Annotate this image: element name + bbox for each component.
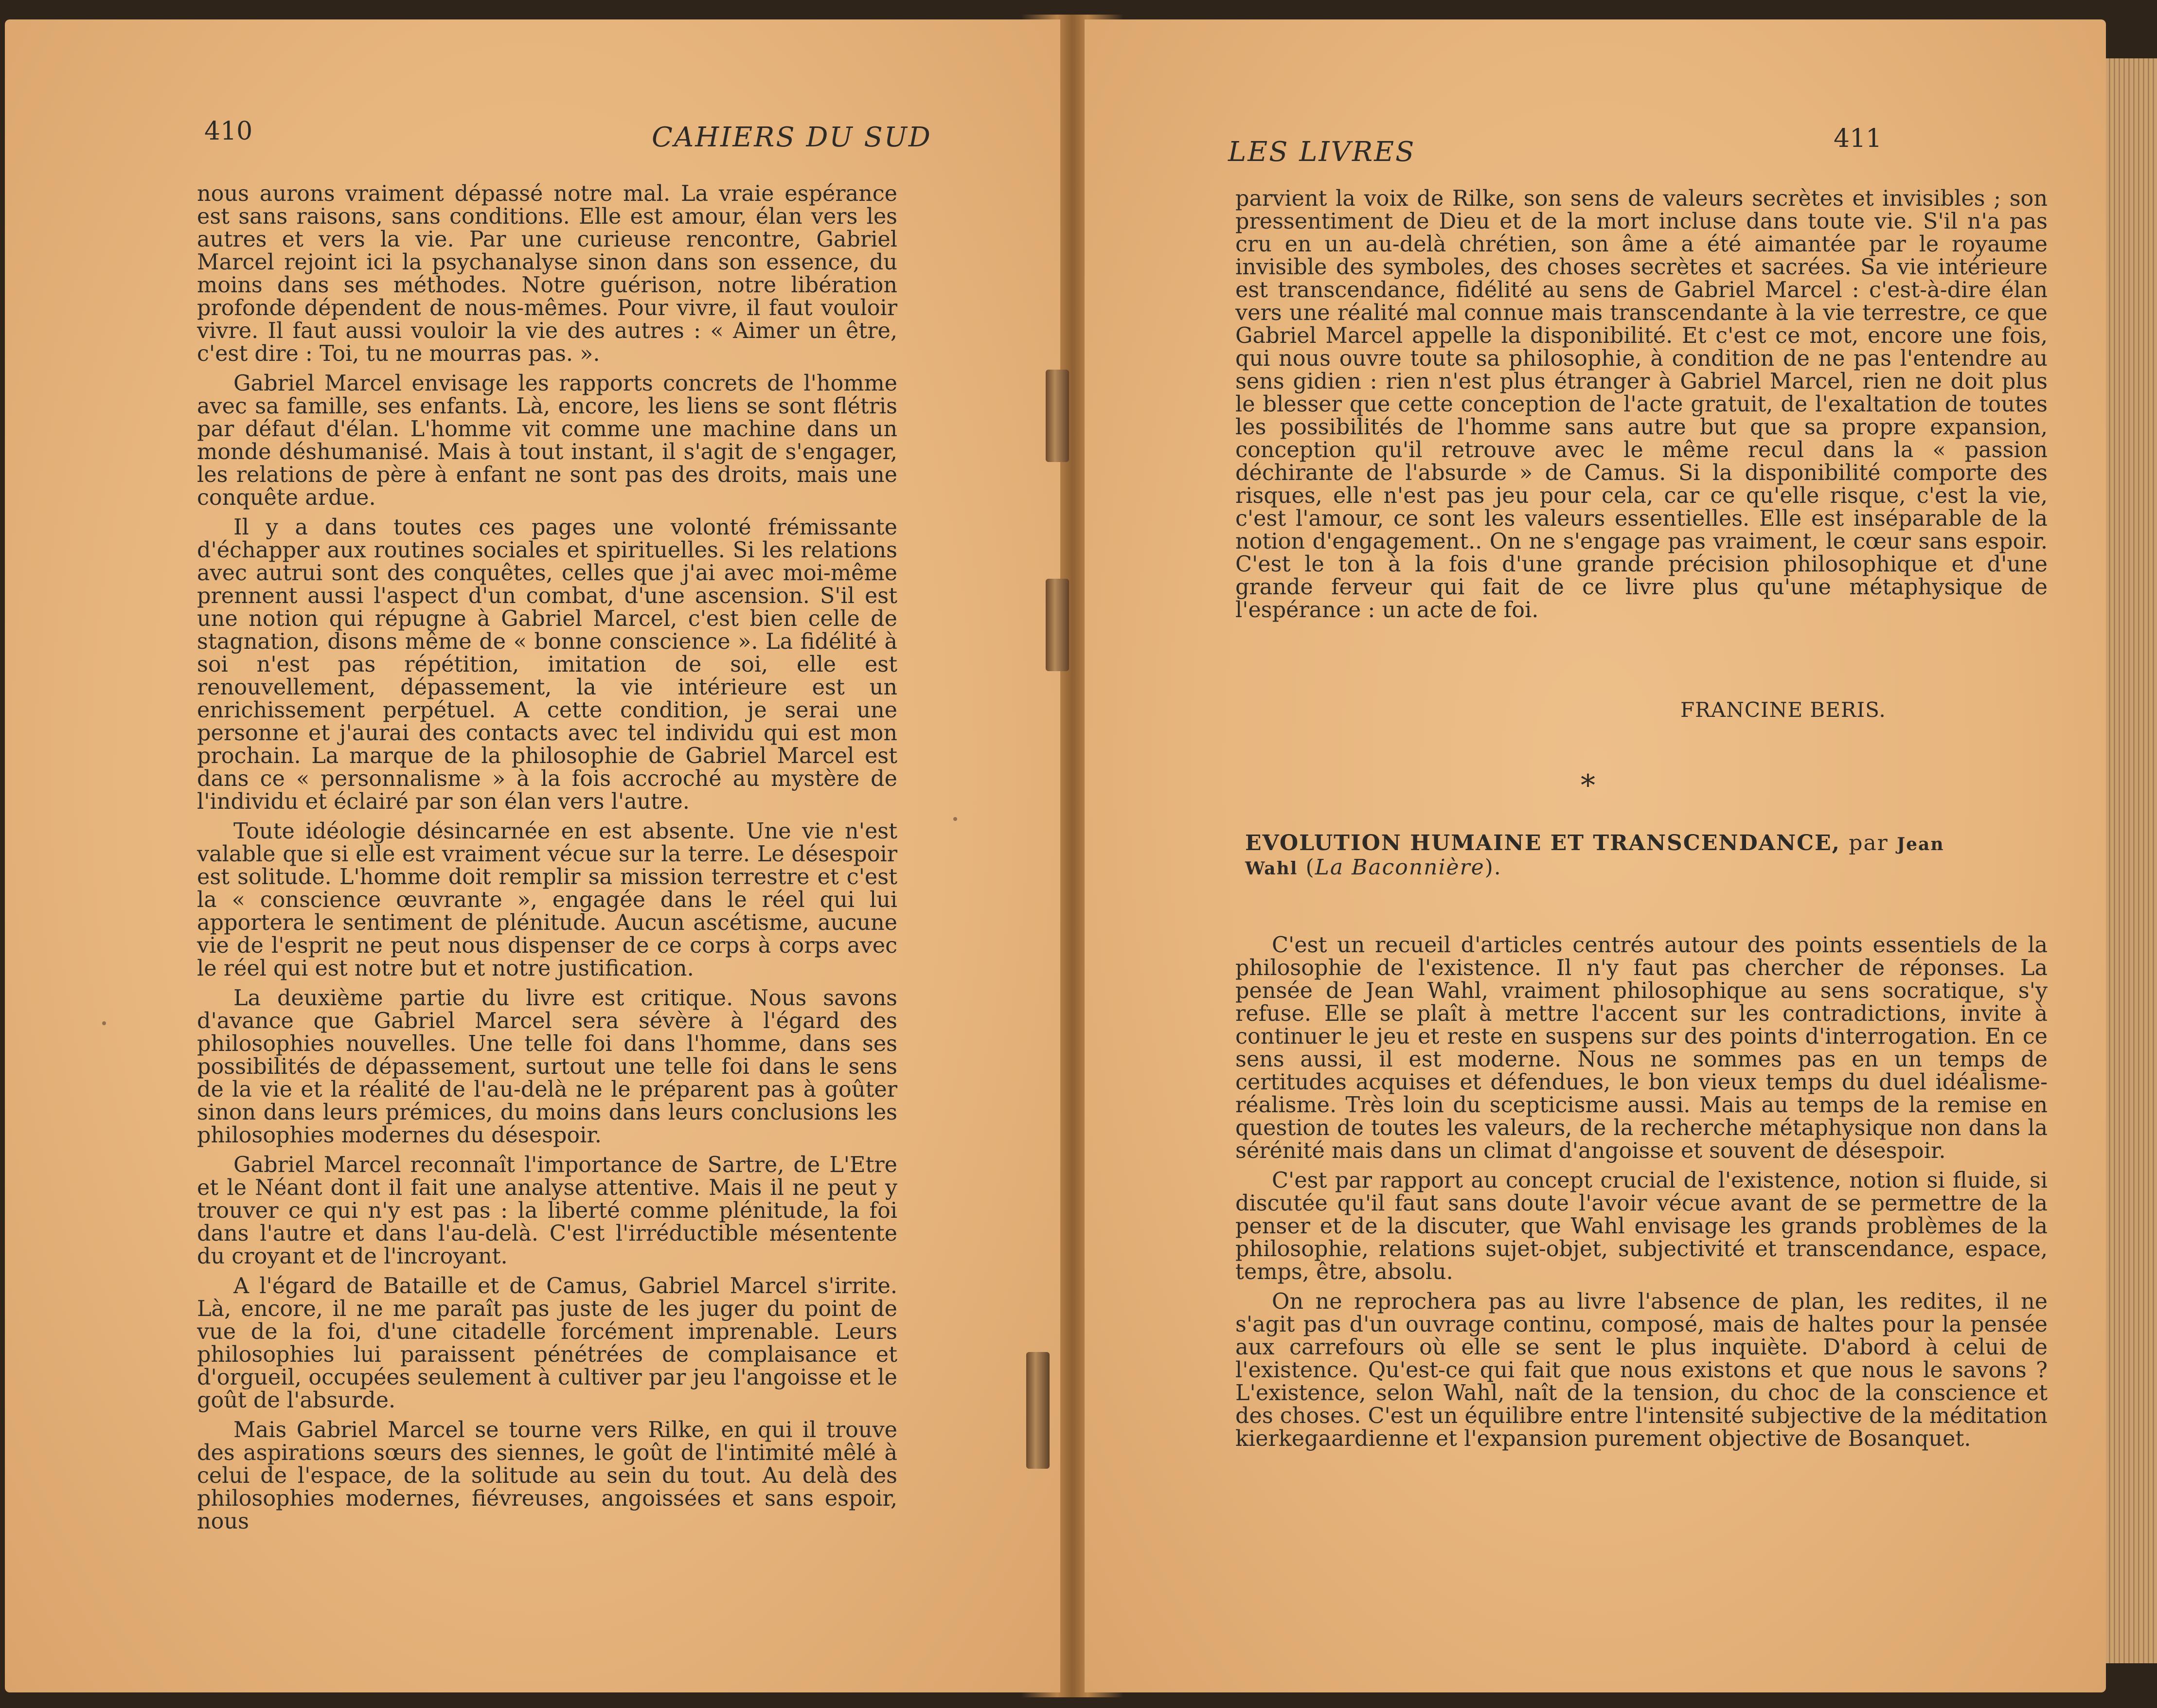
binding-staple (1026, 1352, 1050, 1469)
left-page (5, 19, 1060, 1692)
right-page-body (1235, 187, 2048, 628)
paragraph: Gabriel Marcel reconnaît l'importance de Sartre, de L'Etre et le Néant dont il fait une analyse attentive. Mais il ne peut y trouver ce qui n'y est pas : la liberté comme plénitude, la foi dans l'autre et dans l'au-delà. C'est l'irréductible mésentente du croyant et de l'incroyant. (197, 1153, 897, 1269)
paragraph: Il y a dans toutes ces pages une volonté frémissante d'échapper aux routines sociales et spirituelles. Si les relations avec autrui sont des conquêtes, celles que j'ai avec moi-même prennent aussi l'aspect d'un combat, d'une ascension. S'il est une notion qui répugne à Gabriel Marcel, c'est bien celle de stagnation, disons même de « bonne conscience ». La fidélité à soi n'est pas répétition, imitation de soi, elle est renouvellement, dépassement, la vie intérieure est un enrichissement perpétuel. A cette condition, je serai une personne et j'aurai des contacts avec tel individu qui est mon prochain. La marque de la philosophie de Gabriel Marcel est dans ce « personnalisme » à la fois accroché au mystère de l'individu et éclairé par son élan vers l'autre. (197, 515, 897, 814)
page-number-right: 411 (1834, 124, 1882, 153)
section-separator: * (1581, 768, 1595, 802)
right-page (1085, 19, 2106, 1692)
review-author-last: Wahl (1245, 858, 1298, 879)
review-book-title: EVOLUTION HUMAINE ET TRANSCENDANCE, (1245, 831, 1840, 855)
review-signature: FRANCINE BERIS. (1680, 698, 1886, 722)
review-author-first: Jean (1897, 834, 1944, 854)
paragraph: On ne reprochera pas au livre l'absence de plan, les redites, il ne s'agit pas d'un ouvrage continu, composé, mais de haltes pour la pensée aux carrefours où elle se sent le plus inquiète. D'abord à celui de l'existence. Qu'est-ce qui fait que nous existons et que nous le savons ? L'existence, selon Wahl, naît de la tension, du choc de la conscience et des choses. C'est un équilibre entre l'intensité subjective de la méditation kierkegaardienne et l'expansion purement objective de Bosanquet. (1235, 1289, 2048, 1451)
running-head-right: LES LIVRES (1228, 136, 1416, 168)
paper-speck (953, 817, 957, 821)
running-head-left: CAHIERS DU SUD (652, 122, 932, 153)
page-number-left: 410 (204, 117, 253, 146)
paragraph: Toute idéologie désincarnée en est absente. Une vie n'est valable que si elle est vraiment vécue sur la terre. Le désespoir est solitude. L'homme doit remplir sa mission terrestre et c'est la « conscience œuvrante », engagée dans le réel qui lui apportera le sentiment de plénitude. Aucun ascétisme, aucune vie de l'esprit ne peut nous dispenser de ce corps à corps avec le réel qui est notre but et notre justification. (197, 819, 897, 981)
paragraph: parvient la voix de Rilke, son sens de valeurs secrètes et invisibles ; son pressentiment de Dieu et de la mort incluse dans toute vie. S'il n'a pas cru en un au-delà chrétien, son âme a été aimantée par le royaume invisible des symboles, des choses secrètes et sacrées. Sa vie intérieure est transcendance, fidélité au sens de Gabriel Marcel : c'est-à-dire élan vers une réalité mal connue mais transcendante à la vie terrestre, ce que Gabriel Marcel appelle la disponibilité. Et c'est ce mot, encore une fois, qui nous ouvre toute sa philosophie, à condition de ne pas l'entendre au sens gidien : rien n'est plus étranger à Gabriel Marcel, rien ne doit plus le blesser que cette conception de l'acte gratuit, de l'exaltation de toutes les possibilités de l'homme sans autre but que sa propre expansion, conception qu'il retrouve avec le même recul dans la « passion déchirante de l'absurde » de Camus. Si la disponibilité comporte des risques, elle n'est pas jeu pour cela, car ce qu'elle risque, c'est la vie, c'est l'amour, ce sont les valeurs essentielles. Elle est inséparable de la notion d'engagement.. On ne s'engage pas vraiment, le cœur sans espoir. C'est le ton à la fois d'une grande précision philosophique et d'une grande ferveur qui fait de ce livre plus qu'une métaphysique de l'espérance : un acte de foi. (1235, 186, 2048, 623)
binding-staple (1046, 370, 1069, 462)
paragraph: A l'égard de Bataille et de Camus, Gabriel Marcel s'irrite. Là, encore, il ne me paraît pas juste de les juger du point de vue de la foi, d'une citadelle forcément imprenable. Leurs philosophies lui paraissent pénétrées de complaisance et d'orgueil, occupées seulement à cultiver par jeu l'angoisse et le goût de l'absurde. (197, 1274, 897, 1413)
review-by: par (1849, 831, 1889, 855)
page-edge-stack (2106, 58, 2157, 1663)
review-title (1245, 832, 2048, 880)
review-publisher-close: ). (1484, 855, 1502, 880)
review-publisher-open: ( (1298, 855, 1315, 880)
paper-speck (102, 1021, 106, 1025)
paragraph: nous aurons vraiment dépassé notre mal. La vraie espérance est sans raisons, sans conditions. Elle est amour, élan vers les autres et vers la vie. Par une curieuse rencontre, Gabriel Marcel rejoint ici la psychanalyse sinon dans son essence, du moins dans ses méthodes. Notre guérison, notre libération profonde dépendent de nous-mêmes. Pour vivre, il faut vouloir vivre. Il faut aussi vouloir la vie des autres : « Aimer un être, c'est dire : Toi, tu ne mourras pas. ». (197, 181, 897, 366)
review-body (1235, 934, 2048, 1457)
review-publisher: La Baconnière (1315, 855, 1485, 880)
paragraph: Gabriel Marcel envisage les rapports concrets de l'homme avec sa famille, ses enfants. Là, encore, les liens se sont flétris par défaut d'élan. L'homme vit comme une machine dans un monde déshumanisé. Mais à tout instant, il s'agit de s'engager, les relations de père à enfant ne sont pas des droits, mais une conquête ardue. (197, 371, 897, 510)
paragraph: C'est par rapport au concept crucial de l'existence, notion si fluide, si discutée qu'il faut sans doute l'avoir vécue avant de se permettre de la penser et de la discuter, que Wahl envisage les grands problèmes de la philosophie, relations sujet-objet, subjectivité et transcendance, espace, temps, être, absolu. (1235, 1168, 2048, 1284)
binding-staple (1046, 579, 1069, 671)
paragraph: Mais Gabriel Marcel se tourne vers Rilke, en qui il trouve des aspirations sœurs des siennes, le goût de l'intimité mêlé à celui de l'espace, de la solitude au sein du tout. Au delà des philosophies modernes, fiévreuses, angoissées et sans espoir, nous (197, 1418, 897, 1534)
paragraph: La deuxième partie du livre est critique. Nous savons d'avance que Gabriel Marcel sera sévère à l'égard des philosophies nouvelles. Une telle foi dans l'homme, dans ses possibilités de dépassement, surtout une telle foi dans le sens de la vie et la réalité de l'au-delà ne le préparent pas à goûter sinon dans leurs prémices, du moins dans leurs conclusions les philosophies modernes du désespoir. (197, 986, 897, 1148)
paragraph: C'est un recueil d'articles centrés autour des points essentiels de la philosophie de l'existence. Il n'y faut pas chercher de réponses. La pensée de Jean Wahl, vraiment philosophique au sens socratique, s'y refuse. Elle se plaît à mettre l'accent sur les contradictions, invite à continuer le jeu et reste en suspens sur des points d'interrogation. En ce sens aussi, il est moderne. Nous ne sommes pas en un temps de certitudes acquises et défendues, le bon vieux temps du duel idéalisme-réalisme. Très loin du scepticisme aussi. Mais au temps de la remise en question de toutes les valeurs, de la recherche métaphysique non dans la sérénité mais dans un climat d'angoisse et souvent de désespoir. (1235, 933, 2048, 1163)
left-page-body (197, 182, 897, 1540)
